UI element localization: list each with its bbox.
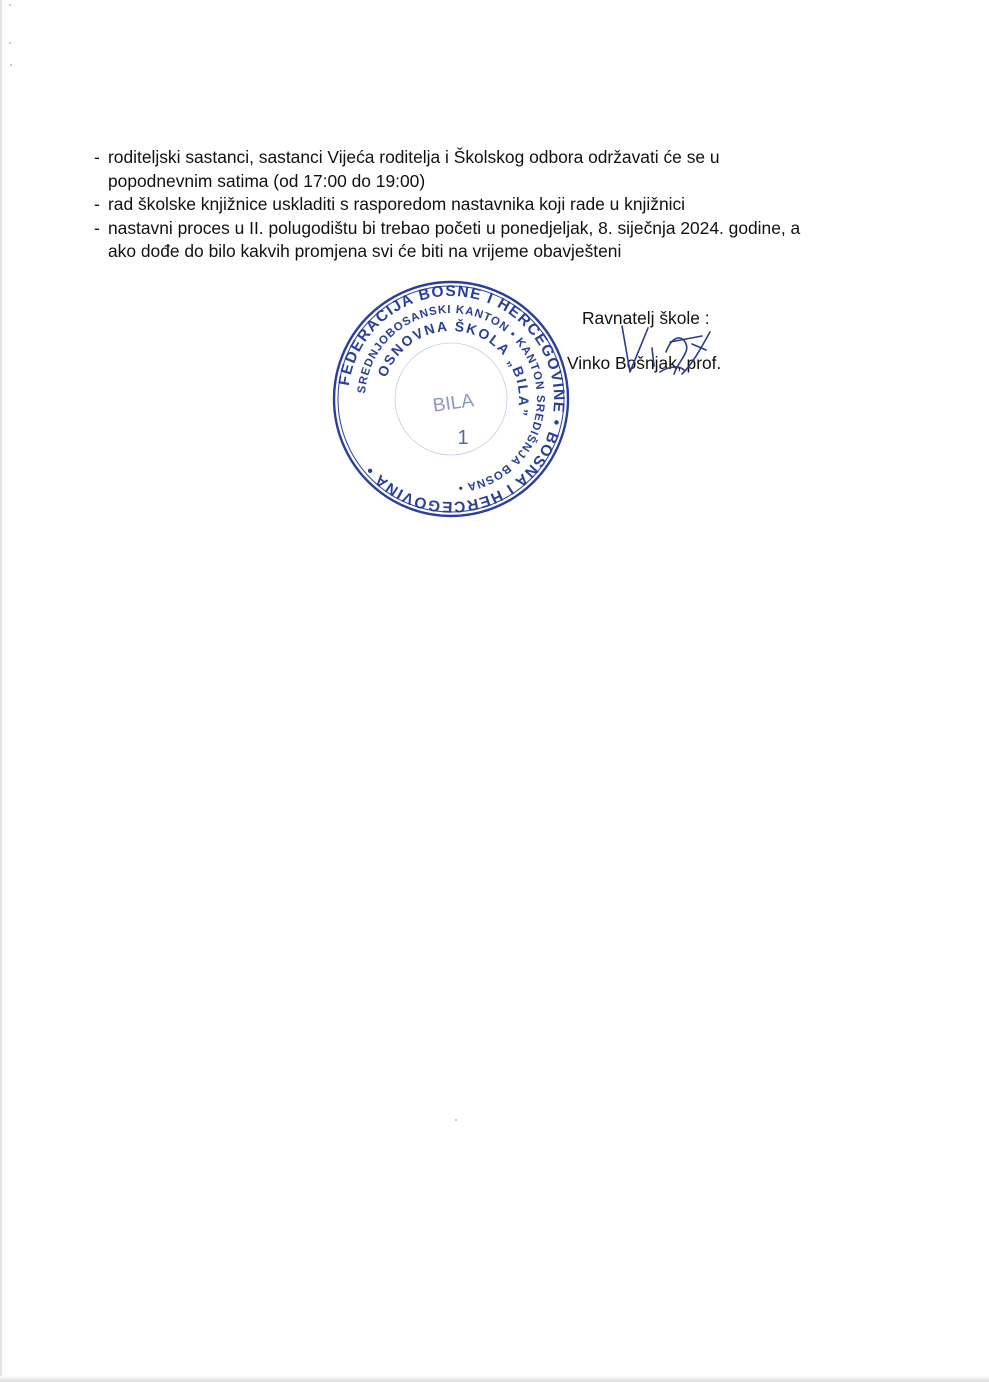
signature-name: Vinko Bošnjak, prof. (567, 353, 722, 373)
handwritten-signature (608, 322, 718, 382)
list-item-text: rad školske knjižnice uskladiti s rasporedom nastavnika koji rade u knjižnici (108, 194, 686, 214)
list-dash: - (94, 194, 100, 214)
stamp-outer-text: FEDERACIJA BOSNE I HERCEGOVINE • BOSNA I HERCEGOVINA • (335, 282, 568, 516)
list-dash: - (94, 147, 100, 167)
page-bottom-edge (0, 1376, 989, 1382)
list-item (94, 193, 814, 217)
page-edge (0, 0, 2, 1382)
list-dash: - (94, 217, 100, 238)
stamp-center-number: 1 (457, 427, 469, 449)
stamp-school-text: OSNOVNA ŠKOLA „BILA” (374, 317, 533, 419)
scan-speck (10, 64, 12, 66)
scan-speck (9, 42, 11, 44)
scan-speck (9, 4, 11, 6)
signature-title: Ravnatelj škole : (582, 308, 710, 328)
list-item-text: nastavni proces u II. polugodištu bi trebao početi u ponedjeljak, 8. siječnja 2024. godine, a ako dođe do bilo kakvih promjena svi će biti na vrijeme obavješteni (108, 217, 801, 261)
school-stamp (331, 279, 571, 519)
stamp-inner-text: SREDNJOBOSANSKI KANTON • KANTON SREDIŠNJA BOSNA • (356, 303, 547, 494)
stamp-center-place: BILA (431, 390, 476, 417)
list-item (94, 146, 814, 193)
scan-speck (455, 1119, 457, 1121)
list-item-text: roditeljski sastanci, sastanci Vijeća roditelja i Školskog odbora održavati će se u popodnevnim satima (od 17:00 do 19:00) (108, 147, 720, 191)
list-item (94, 217, 814, 264)
instruction-list (94, 146, 814, 264)
